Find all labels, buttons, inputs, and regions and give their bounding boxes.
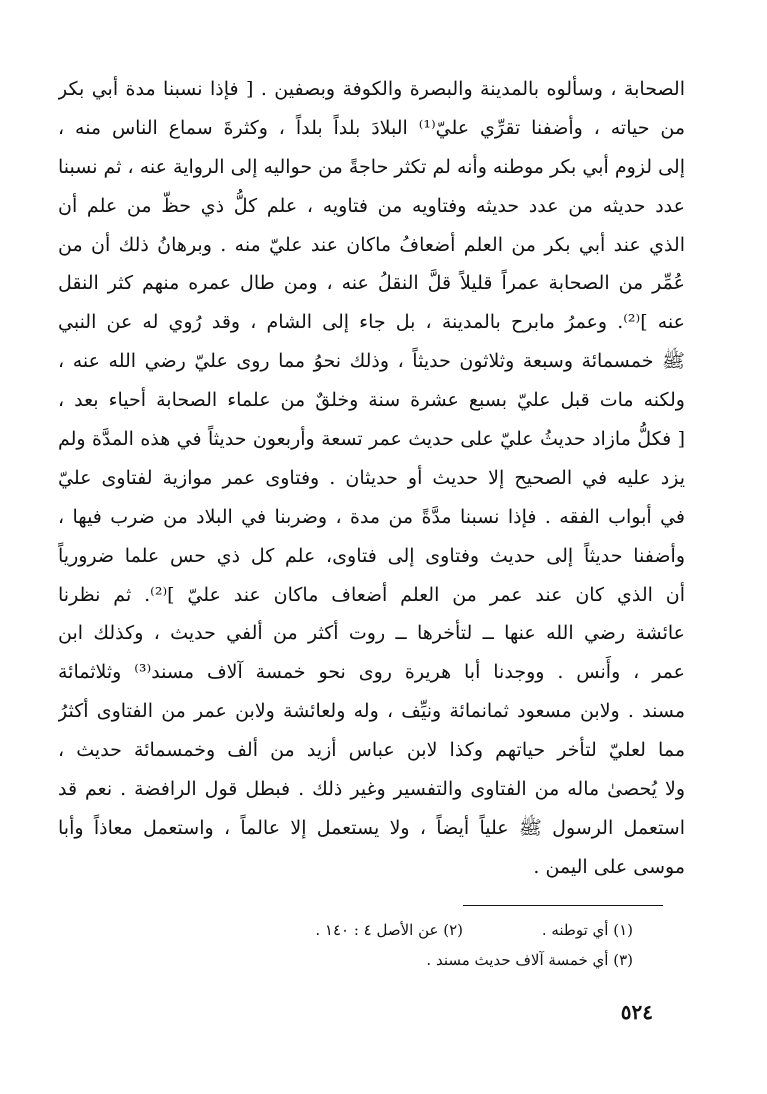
footnote-separator (463, 905, 663, 906)
main-text (58, 70, 685, 887)
text-line: ولكنه مات قبل عليّ بسبع عشرة سنة وخلقٌ من علماء الصحابة أحياء بعد ، (58, 389, 685, 412)
text-line: في أبواب الفقه . فإذا نسبنا مدَّةً من مدة ، وضربنا في البلاد من ضرب فيها ، (58, 505, 685, 528)
text-line: عائشة رضي الله عنها ــ لتأخرها ــ روت أكثر من ألفي حديث ، وكذلك ابن (58, 622, 685, 645)
text-line: مسند . ولابن مسعود ثمانمائة ونيِّف ، وله ولعائشة ولابن عمر من الفتاوى أكثرُ (58, 700, 685, 723)
text-line: عنه ]⁽²⁾. وعمرُ مابرح بالمدينة ، بل جاء إلى الشام ، وقد رُوي له عن النبي (58, 311, 685, 334)
text-line: ولا يُحصىٰ ماله من الفتاوى والتفسير وغير ذلك . فبطل قول الرافضة . نعم قد (58, 778, 685, 801)
text-line: وأضفنا حديثاً إلى حديث وفتاوى إلى فتاوى، علم كل ذي حس علما ضرورياً (58, 544, 685, 567)
text-line: يزد عليه في الصحيح إلا حديث أو حديثان . وفتاوى عمر موازية لفتاوى عليّ (58, 466, 685, 489)
text-line: أن الذي كان عند عمر من العلم أضعاف ماكان عند عليّ ]⁽²⁾. ثم نظرنا (58, 583, 685, 606)
text-line: مما لعليّ لتأخر حياتهم وكذا لابن عباس أزيد من ألف وخمسمائة حديث ، (58, 739, 685, 762)
text-line: استعمل الرسول ﷺ علياً أيضاً ، ولا يستعمل إلا عالماً ، واستعمل معاذاً وأبا (58, 816, 685, 839)
footnote-2: (٢) عن الأصل ٤ : ١٤٠ . (315, 921, 463, 939)
text-line: عدد حديثه من عدد حديثه وفتاويه من فتاويه ، علم كلُّ ذي حظّ من علم أن (58, 194, 685, 217)
footnote-row-2 (103, 945, 663, 975)
text-line: الذي عند أبي بكر من العلم أضعافُ ماكان عند عليّ منه . وبرهانُ ذلك أن من (58, 233, 685, 256)
page-number: ٥٢٤ (620, 1000, 653, 1024)
text-line: الصحابة ، وسألوه بالمدينة والبصرة والكوفة وبصفين . [ فإذا نسبنا مدة أبي بكر (58, 78, 685, 100)
footnote-3: (٣) أي خمسة آلاف حديث مسند . (426, 951, 633, 969)
footnote-row-1 (103, 915, 663, 945)
text-line: ﷺ خمسمائة وسبعة وثلاثون حديثاً ، وذلك نحوُ مما روى عليّ رضي الله عنه ، (58, 350, 685, 373)
footnotes (103, 915, 663, 975)
text-line: من حياته ، وأضفنا تقرِّي عليّ⁽¹⁾ البلادَ بلداً بلداً ، وكثرةَ سماع الناس منه ، (58, 116, 685, 139)
text-line-last: موسى على اليمن . (533, 855, 685, 878)
text-line: عُمِّر من الصحابة عمراً قليلاً قلَّ النقلُ عنه ، ومن طال عمره منهم كثر النقل (58, 272, 685, 295)
text-line: إلى لزوم أبي بكر موطنه وأنه لم تكثر حاجةً من حواليه إلى الرواية عنه ، ثم نسبنا (58, 155, 685, 178)
text-line: عمر ، وأَنس . ووجدنا أبا هريرة روى نحو خمسة آلاف مسند⁽³⁾ وثلاثمائة (58, 661, 685, 684)
text-line: [ فكلُّ مازاد حديثُ عليّ على حديث عمر تسعة وأربعون حديثاً في هذه المدَّة ولم (58, 428, 685, 451)
footnote-1: (١) أي توطنه . (541, 921, 633, 939)
